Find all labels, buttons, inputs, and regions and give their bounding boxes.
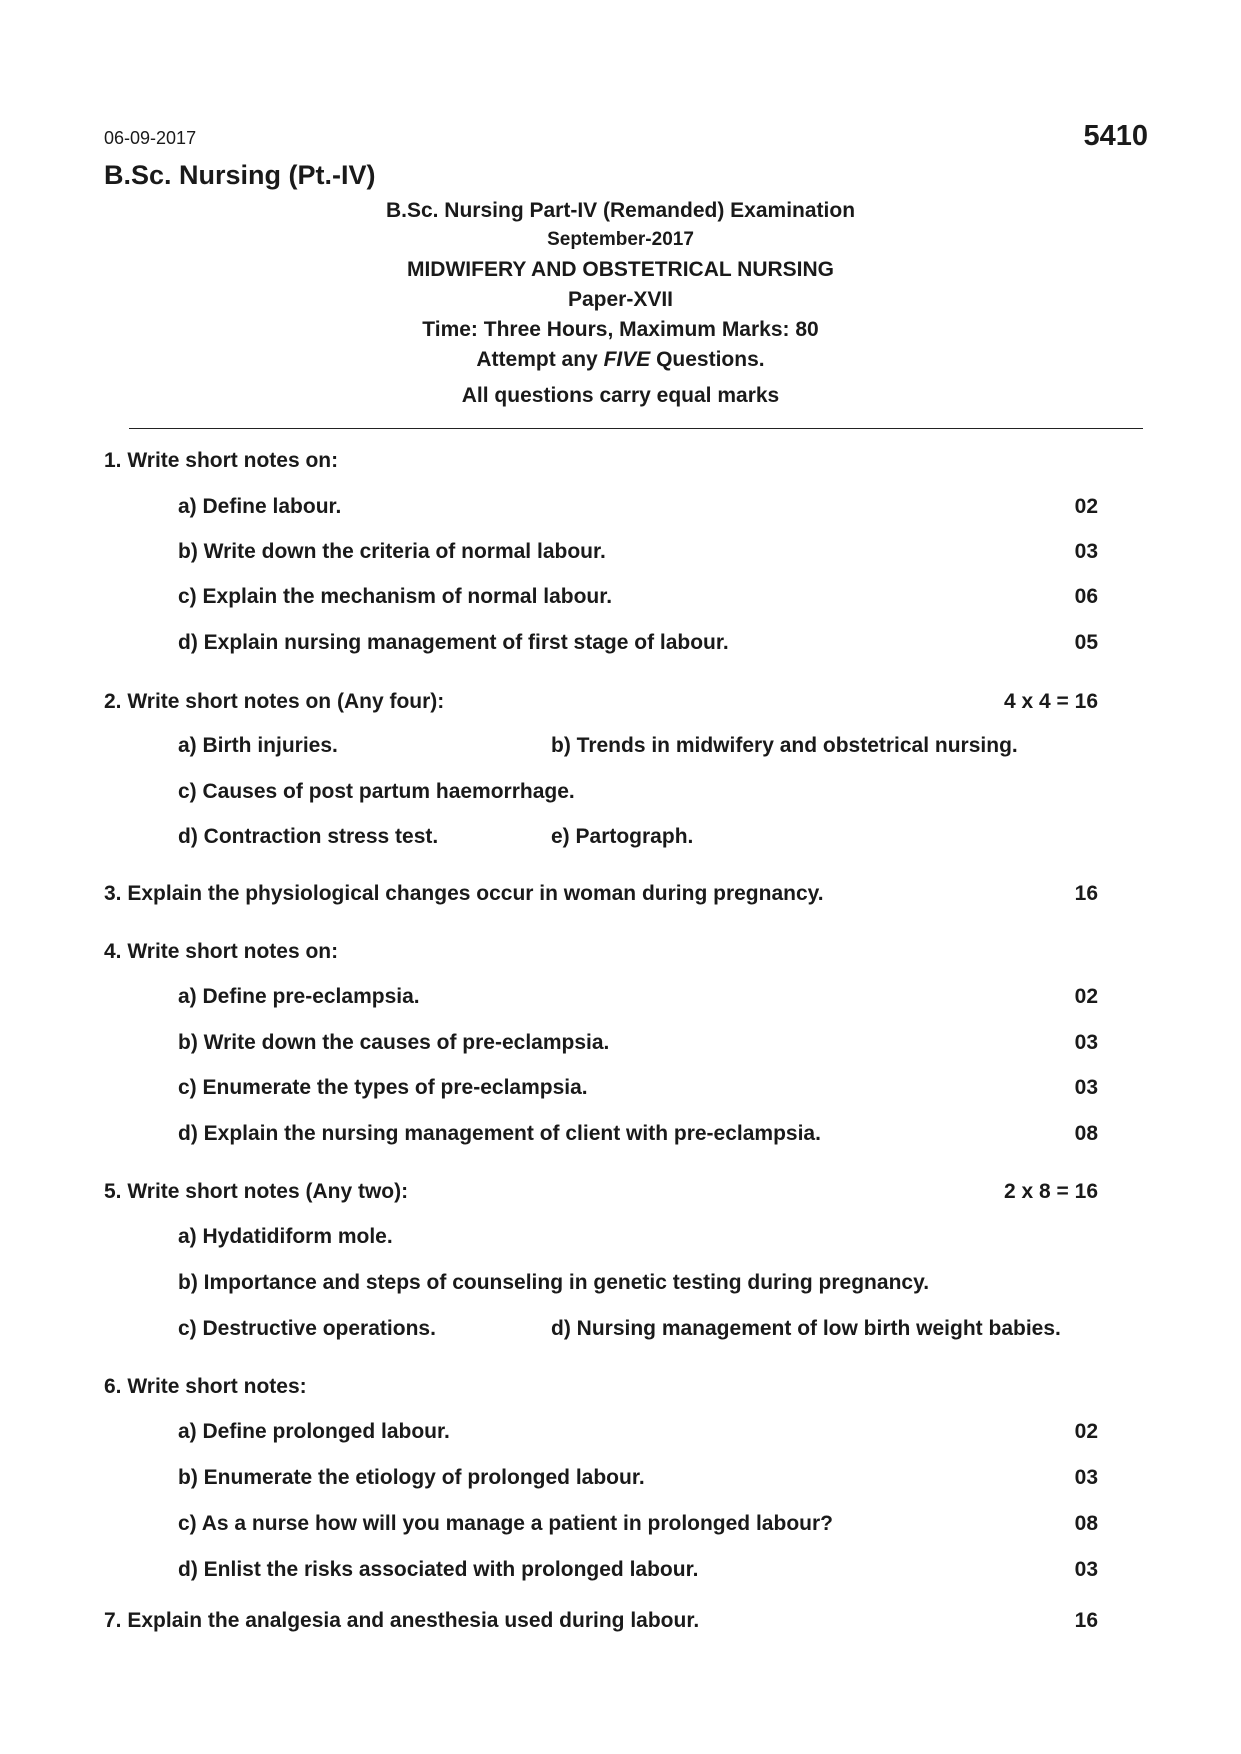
question-6: 6. Write short notes: <box>104 1375 307 1398</box>
q1-part-c: c) Explain the mechanism of normal labour. <box>178 585 613 608</box>
exam-name: B.Sc. Nursing Part-IV (Remanded) Examination <box>385 199 856 222</box>
q4-part-d-marks: 08 <box>1074 1122 1098 1145</box>
attempt-instruction <box>0 348 1241 372</box>
q1-part-c-marks: 06 <box>1074 585 1098 608</box>
q6-part-d: d) Enlist the risks associated with prolonged labour. <box>178 1558 699 1581</box>
q2-part-b: b) Trends in midwifery and obstetrical nursing. <box>551 734 1018 757</box>
q5-part-c: c) Destructive operations. <box>178 1317 436 1340</box>
q6-part-a: a) Define prolonged labour. <box>178 1420 450 1443</box>
question-4: 4. Write short notes on: <box>104 940 339 963</box>
q2-part-a: a) Birth injuries. <box>178 734 338 757</box>
q5-part-a: a) Hydatidiform mole. <box>178 1225 393 1248</box>
question-5: 5. Write short notes (Any two): <box>104 1180 409 1203</box>
question-7-marks: 16 <box>1074 1609 1098 1632</box>
q4-part-b: b) Write down the causes of pre-eclampsia. <box>178 1031 610 1054</box>
paper-code: 5410 <box>1083 120 1148 152</box>
q1-part-a: a) Define labour. <box>178 495 342 518</box>
q1-part-d-marks: 05 <box>1074 631 1098 654</box>
question-2-marks: 4 x 4 = 16 <box>1004 690 1098 713</box>
q2-part-d: d) Contraction stress test. <box>178 825 439 848</box>
subject-title: MIDWIFERY AND OBSTETRICAL NURSING <box>406 258 834 281</box>
exam-date: 06-09-2017 <box>104 128 197 148</box>
q5-part-b: b) Importance and steps of counseling in genetic testing during pregnancy. <box>178 1271 930 1294</box>
equal-marks-note: All questions carry equal marks <box>461 384 780 407</box>
q6-part-d-marks: 03 <box>1074 1558 1098 1581</box>
attempt-post: Questions. <box>650 348 765 371</box>
question-2: 2. Write short notes on (Any four): <box>104 690 445 713</box>
q6-part-c: c) As a nurse how will you manage a patient in prolonged labour? <box>178 1512 833 1535</box>
q1-part-b: b) Write down the criteria of normal labour. <box>178 540 606 563</box>
paper-number: Paper-XVII <box>567 288 674 311</box>
q1-part-a-marks: 02 <box>1074 495 1098 518</box>
q1-part-d: d) Explain nursing management of first stage of labour. <box>178 631 729 654</box>
question-5-marks: 2 x 8 = 16 <box>1004 1180 1098 1203</box>
q2-part-e: e) Partograph. <box>551 825 694 848</box>
header-divider <box>129 428 1143 429</box>
question-1: 1. Write short notes on: <box>104 449 339 472</box>
question-7: 7. Explain the analgesia and anesthesia used during labour. <box>104 1609 700 1632</box>
q6-part-a-marks: 02 <box>1074 1420 1098 1443</box>
exam-session: September-2017 <box>547 229 694 250</box>
q1-part-b-marks: 03 <box>1074 540 1098 563</box>
time-and-marks: Time: Three Hours, Maximum Marks: 80 <box>422 318 819 341</box>
attempt-pre: Attempt any <box>476 348 604 371</box>
q4-part-a-marks: 02 <box>1074 985 1098 1008</box>
q4-part-c: c) Enumerate the types of pre-eclampsia. <box>178 1076 588 1099</box>
q6-part-b: b) Enumerate the etiology of prolonged labour. <box>178 1466 645 1489</box>
q5-part-d: d) Nursing management of low birth weight babies. <box>551 1317 1061 1340</box>
question-3-marks: 16 <box>1074 882 1098 905</box>
q4-part-c-marks: 03 <box>1074 1076 1098 1099</box>
q6-part-c-marks: 08 <box>1074 1512 1098 1535</box>
q2-part-c: c) Causes of post partum haemorrhage. <box>178 780 575 803</box>
course-title: B.Sc. Nursing (Pt.-IV) <box>104 160 376 190</box>
q4-part-a: a) Define pre-eclampsia. <box>178 985 420 1008</box>
q4-part-d: d) Explain the nursing management of client with pre-eclampsia. <box>178 1122 821 1145</box>
q4-part-b-marks: 03 <box>1074 1031 1098 1054</box>
question-3: 3. Explain the physiological changes occur in woman during pregnancy. <box>104 882 824 905</box>
attempt-count: FIVE <box>603 348 651 371</box>
q6-part-b-marks: 03 <box>1074 1466 1098 1489</box>
